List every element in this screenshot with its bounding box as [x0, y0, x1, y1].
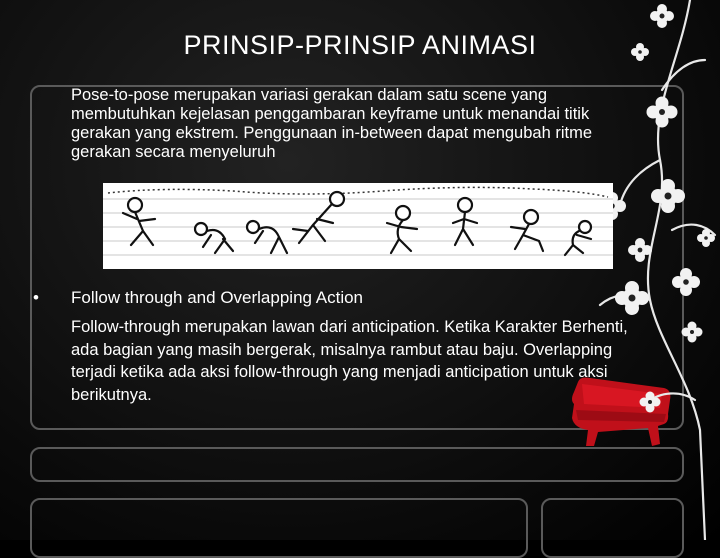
animation-pose-strip-image — [103, 183, 613, 269]
bottom-right-frame — [541, 498, 684, 558]
bullet-marker: • — [33, 288, 39, 307]
bullet-heading: Follow through and Overlapping Action — [71, 288, 364, 307]
slide-title: PRINSIP-PRINSIP ANIMASI — [183, 30, 537, 60]
bottom-left-frame — [30, 498, 528, 558]
pose-to-pose-paragraph: Pose-to-pose merupakan variasi gerakan dalam satu scene yang membutuhkan kejelasan penggambaran keyframe untuk menandai titik gerakan yang ekstrem. Penggunaan in-between dapat mengubah ritme gerakan secara menyeluruh — [71, 86, 593, 161]
follow-through-paragraph: Follow-through merupakan lawan dari anticipation. Ketika Karakter Berhenti, ada bagian yang masih bergerak, misalnya rambut atau baju. Overlapping terjadi ketika ada aksi follow-through yang menjadi anticipation untuk aksi berikutnya. — [71, 318, 628, 404]
footer-frame — [30, 447, 684, 482]
